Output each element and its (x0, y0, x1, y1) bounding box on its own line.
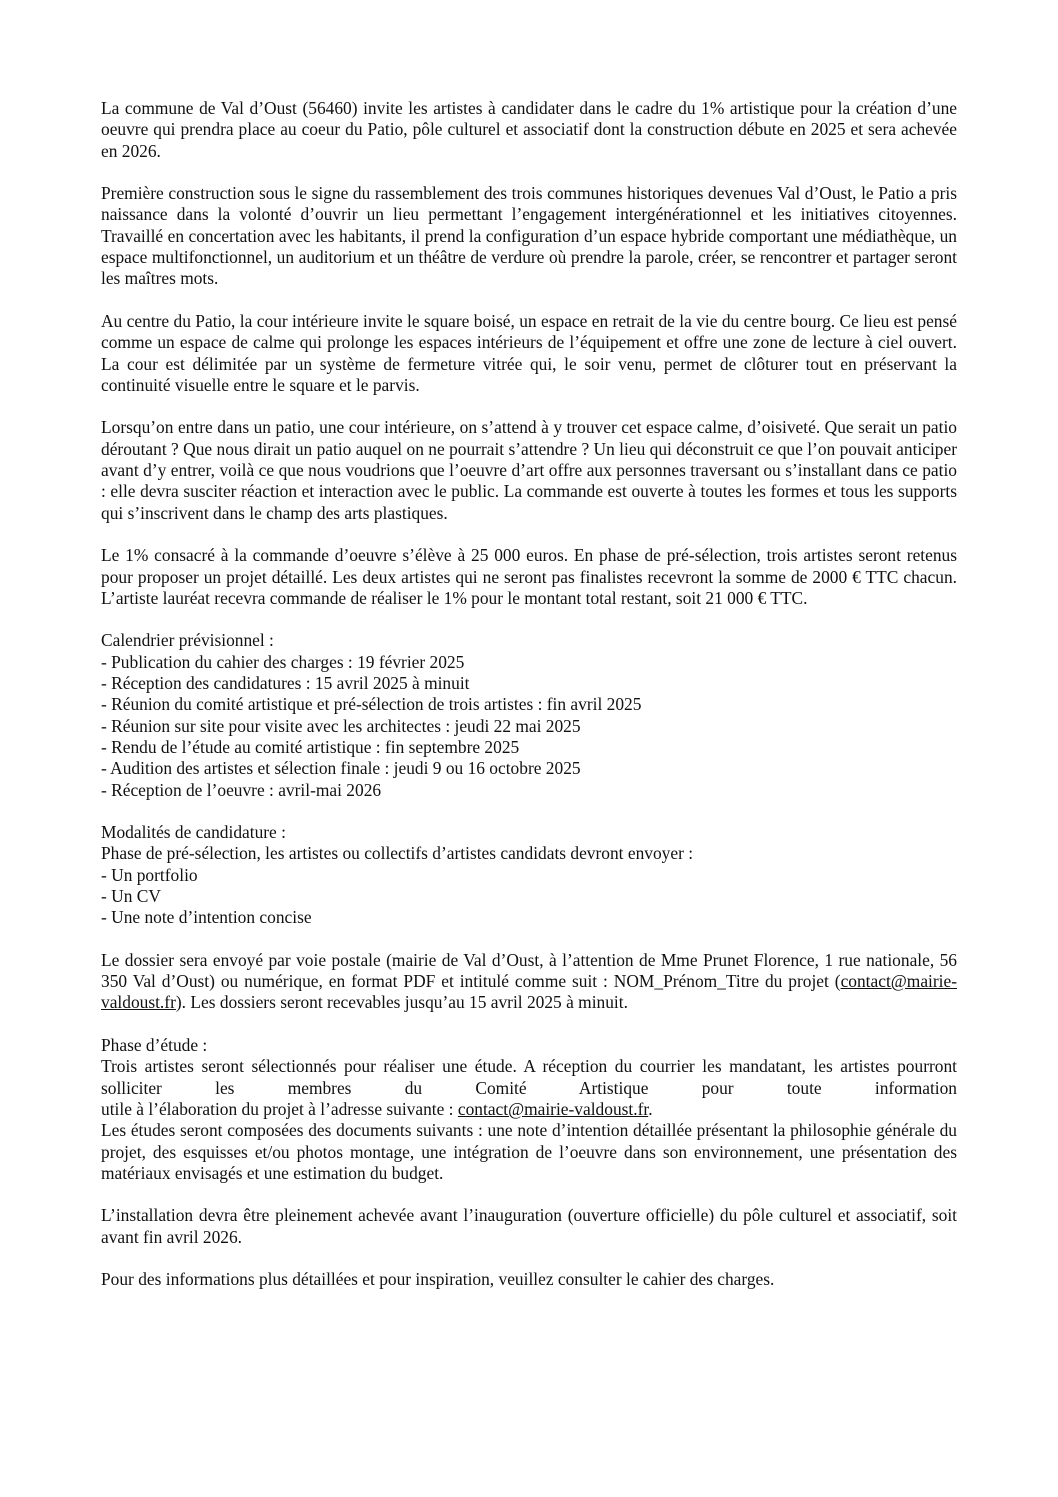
intro-paragraph: La commune de Val d’Oust (56460) invite les artistes à candidater dans le cadre du 1% artistique pour la création d’une oeuvre qui prendra place au coeur du Patio, pôle culturel et associatif dont la construction débute en 2025 et sera achevée en 2026. (101, 98, 957, 161)
submission-text-before: Le dossier sera envoyé par voie postale (mairie de Val d’Oust, à l’attention de Mme Prunet Florence, 1 rue nationale, 56 350 Val d’Oust) ou numérique, en format PDF et intitulé comme suit : NOM_Prénom_Titre du projet ( (101, 949, 957, 992)
calendar-heading: Calendrier prévisionnel : (101, 630, 274, 651)
calendar-item: - Réunion du comité artistique et pré-sélection de trois artistes : fin avril 2025 (101, 694, 642, 715)
study-phase-heading: Phase d’étude : (101, 1035, 208, 1056)
study-contact-email-link[interactable]: contact@mairie-valdoust.fr (457, 1098, 649, 1119)
calendar-item: - Rendu de l’étude au comité artistique : fin septembre 2025 (101, 736, 520, 757)
study-phase-line2 (101, 1099, 957, 1120)
application-heading: Modalités de candidature : (101, 822, 286, 843)
calendar-item: - Réception des candidatures : 15 avril 2025 à minuit (101, 673, 470, 694)
budget-paragraph: Le 1% consacré à la commande d’oeuvre s’élève à 25 000 euros. En phase de pré-sélection, trois artistes seront retenus pour proposer un projet détaillé. Les deux artistes qui ne seront pas finalistes recevront la somme de 2000 € TTC chacun. L’artiste lauréat recevra commande de réaliser le 1% pour le montant total restant, soit 21 000 € TTC. (101, 545, 957, 608)
context-paragraph: Première construction sous le signe du rassemblement des trois communes historiques devenues Val d’Oust, le Patio a pris naissance dans la volonté d’ouvrir un lieu permettant l’engagement intergénérationnel et les initiatives citoyennes. Travaillé en concertation avec les habitants, il prend la configuration d’un espace hybride comportant une médiathèque, un espace multifonctionnel, un auditorium et un théâtre de verdure où prendre la parole, créer, se rencontrer et partager seront les maîtres mots. (101, 183, 957, 289)
submission-text-after: ). Les dossiers seront recevables jusqu’au 15 avril 2025 à minuit. (175, 992, 628, 1013)
application-item: - Une note d’intention concise (101, 907, 312, 928)
calendar-section (101, 630, 957, 800)
study-phase-line2-end: . (648, 1098, 653, 1119)
application-list (101, 865, 957, 929)
calendar-item: - Réception de l’oeuvre : avril-mai 2026 (101, 779, 382, 800)
calendar-list (101, 652, 957, 801)
document-page (101, 98, 957, 1312)
study-phase-line1: Trois artistes seront sélectionnés pour réaliser une étude. A réception du courrier les mandatant, les artistes pourront solliciter les membres du Comité Artistique pour toute information (101, 1056, 957, 1098)
installation-paragraph: L’installation devra être pleinement achevée avant l’inauguration (ouverture officielle) du pôle culturel et associatif, soit avant fin avril 2026. (101, 1205, 957, 1247)
courtyard-paragraph: Au centre du Patio, la cour intérieure invite le square boisé, un espace en retrait de la vie du centre bourg. Ce lieu est pensé comme un espace de calme qui prolonge les espaces intérieurs de l’équipement et offre une zone de lecture à ciel ouvert. La cour est délimitée par un système de fermeture vitrée qui, le soir venu, permet de clôturer tout en préservant la continuité visuelle entre le square et le parvis. (101, 310, 957, 395)
study-phase-section (101, 1035, 957, 1184)
submission-paragraph (101, 950, 957, 1014)
study-phase-line2-text: utile à l’élaboration du projet à l’adresse suivante : (101, 1098, 458, 1119)
application-section (101, 822, 957, 928)
contact-email-link[interactable]: contact@mairie-valdoust.fr (101, 971, 957, 1013)
vision-paragraph: Lorsqu’on entre dans un patio, une cour intérieure, on s’attend à y trouver cet espace calme, d’oisiveté. Que serait un patio déroutant ? Que nous dirait un patio auquel on ne pourrait s’attendre ? Un lieu qui déconstruit ce que l’on pouvait anticiper avant d’y entrer, voilà ce que nous voudrions que l’oeuvre d’art offre aux personnes traversant ou s’installant dans ce patio : elle devra susciter réaction et interaction avec le public. La commande est ouverte à toutes les formes et tous les supports qui s’inscrivent dans le champ des arts plastiques. (101, 417, 957, 523)
calendar-item: - Audition des artistes et sélection finale : jeudi 9 ou 16 octobre 2025 (101, 758, 581, 779)
closing-paragraph: Pour des informations plus détaillées et pour inspiration, veuillez consulter le cahier des charges. (101, 1269, 775, 1290)
application-item: - Un CV (101, 885, 161, 906)
application-intro: Phase de pré-sélection, les artistes ou collectifs d’artistes candidats devront envoyer : (101, 843, 694, 864)
calendar-item: - Publication du cahier des charges : 19 février 2025 (101, 651, 465, 672)
application-item: - Un portfolio (101, 864, 198, 885)
calendar-item: - Réunion sur site pour visite avec les architectes : jeudi 22 mai 2025 (101, 715, 581, 736)
study-phase-documents: Les études seront composées des documents suivants : une note d’intention détaillée présentant la philosophie générale du projet, des esquisses et/ou photos montage, une intégration de l’oeuvre dans son environnement, une présentation des matériaux envisagés et une estimation du budget. (101, 1120, 957, 1183)
